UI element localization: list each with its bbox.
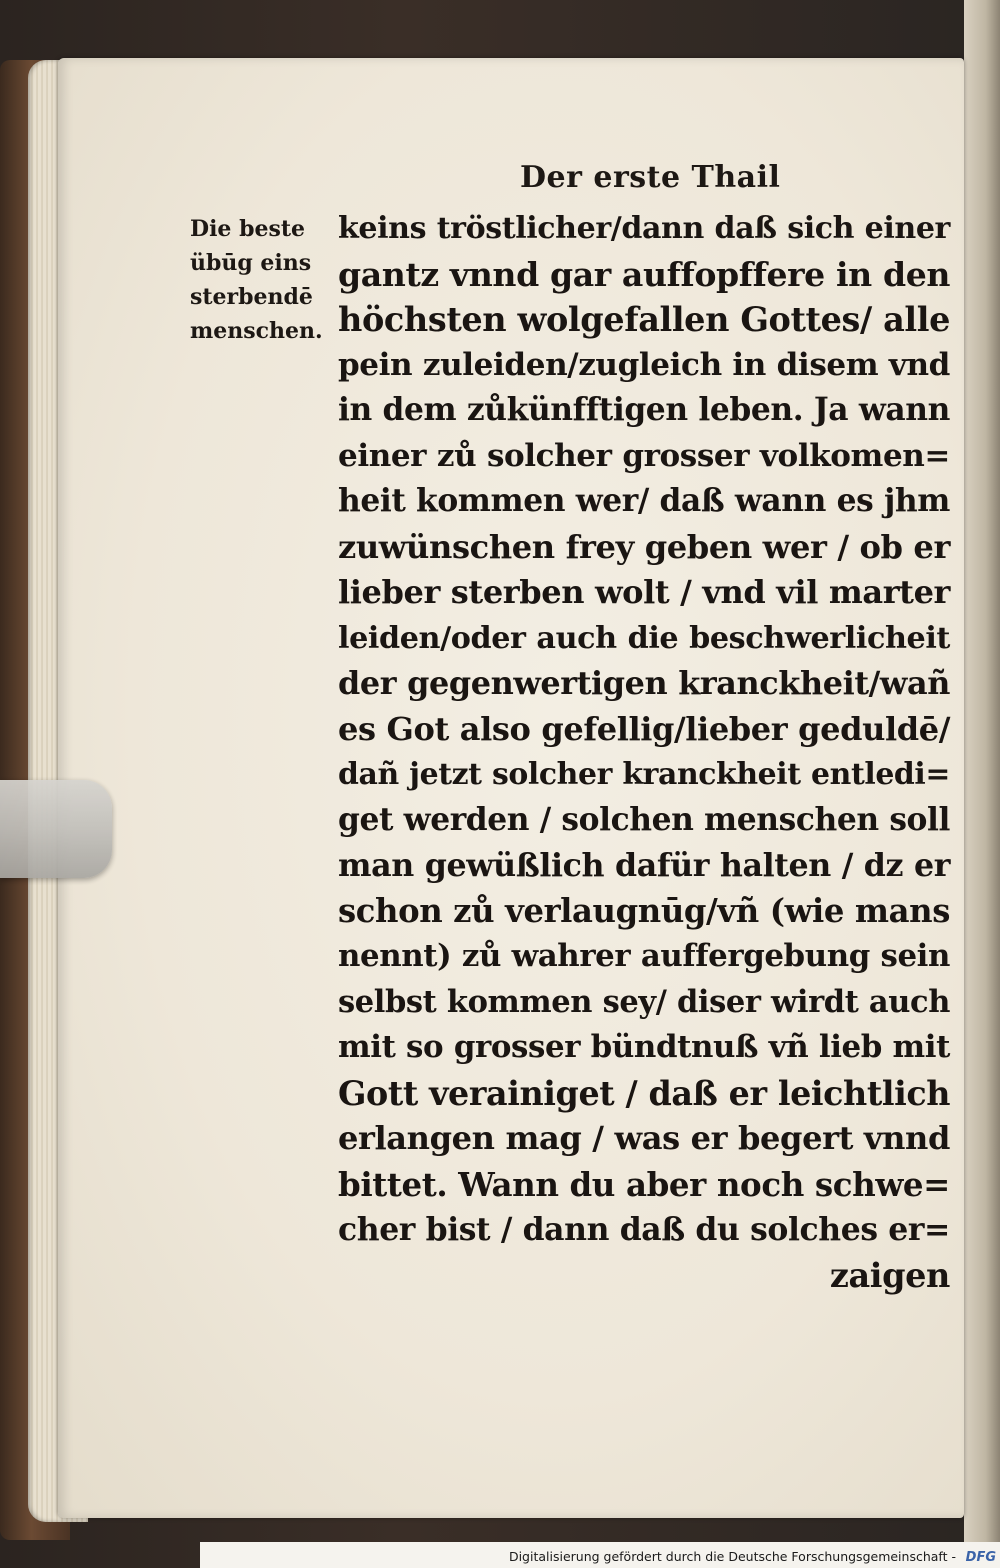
text-line: man gewüßlich dafür halten / dz er — [338, 847, 950, 884]
text-line: bittet. Wann du aber noch schwe= — [338, 1164, 950, 1204]
catchword: zaigen — [829, 1255, 950, 1295]
running-head: Der erste Thail — [520, 160, 781, 195]
dfg-logo-icon: DFG — [965, 1550, 996, 1565]
text-line: gantz vnnd gar auffopffere in den — [338, 254, 951, 294]
text-line: cher bist / dann daß du solches er= — [338, 1211, 950, 1248]
text-line: schon zů verlaugnūg/vñ (wie mans — [338, 891, 950, 930]
marginal-note-line: übūg eins — [190, 250, 312, 276]
text-line: keins tröstlicher/dann daß sich einer — [338, 211, 950, 246]
text-line: mit so grosser bündtnuß vñ lieb mit — [338, 1029, 950, 1065]
funding-credit: Digitalisierung gefördert durch die Deutsche Forschungsgemeinschaft - — [508, 1549, 956, 1564]
text-line: höchsten wolgefallen Gottes/ alle — [338, 300, 950, 339]
text-line: leiden/oder auch die beschwerlicheit — [338, 620, 950, 656]
text-line: zuwünschen frey geben wer / ob er — [338, 527, 950, 566]
text-line: lieber sterben wolt / vnd vil marter — [338, 573, 950, 611]
marginal-note-line: sterbendē — [190, 284, 313, 310]
marginal-note-line: menschen. — [190, 318, 323, 344]
marginal-note — [190, 212, 340, 348]
text-line: nennt) zů wahrer auffergebung sein — [338, 938, 950, 974]
text-line: get werden / solchen menschen soll — [338, 801, 950, 838]
text-line: einer zů solcher grosser volkomen= — [338, 437, 950, 474]
text-line: es Got also gefellig/lieber geduldē/ — [338, 709, 950, 748]
page-clip — [0, 780, 112, 878]
marginal-note-line: Die beste — [190, 216, 306, 242]
text-line: Gott verainiget / daß er leichtlich — [338, 1073, 951, 1113]
text-line: pein zuleiden/zugleich in disem vnd — [338, 346, 950, 383]
facing-page-edge — [964, 0, 1000, 1568]
text-line: selbst kommen sey/ diser wirdt auch — [338, 983, 950, 1020]
text-line: dañ jetzt solcher kranckheit entledi= — [338, 757, 950, 792]
credit-bar — [200, 1542, 1000, 1568]
text-line: heit kommen wer/ daß wann es jhm — [338, 483, 950, 519]
text-line: erlangen mag / was er begert vnnd — [338, 1119, 950, 1157]
body-text — [338, 206, 950, 1298]
text-line: in dem zůkünfftigen leben. Ja wann — [338, 392, 950, 428]
text-line: der gegenwertigen kranckheit/wañ — [338, 664, 950, 702]
